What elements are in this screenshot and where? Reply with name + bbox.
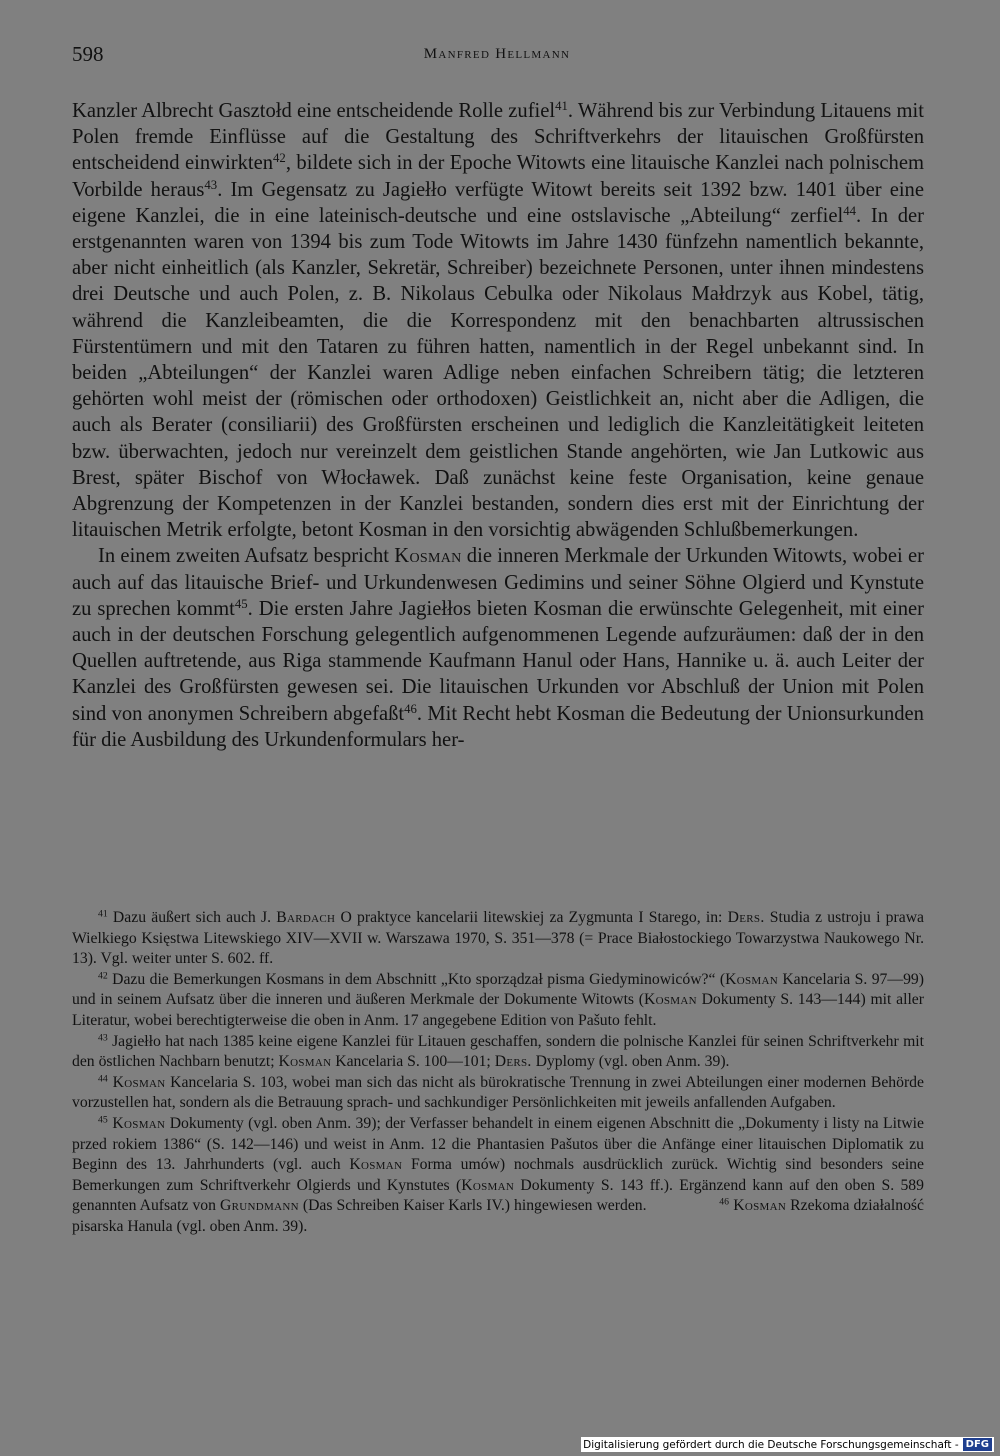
text-run: . Mit Recht hebt Kosman die Bedeutung der Unionsurkunden für die Ausbildung des Urkundenformulars her- <box>72 702 924 751</box>
author-name: Kosman <box>644 991 697 1009</box>
digitization-footer <box>581 1437 994 1452</box>
footnote <box>72 1032 924 1073</box>
footnote-number: 42 <box>98 970 108 982</box>
footnote <box>72 908 924 970</box>
text-run: Jagiełło hat nach 1385 keine eigene Kanzlei für Litauen geschaffen, sondern die polnische Kanzlei für seinen Schriftverkehr mit den östlichen Nachbarn benutzt; <box>72 1032 924 1071</box>
author-name: Kosman <box>107 1114 166 1132</box>
text-run: , bildete sich in der Epoche Witowts eine litauische Kanzlei nach polnischem Vorbilde heraus <box>72 152 925 201</box>
author-name: Ders. <box>494 1053 532 1071</box>
author-name: Kosman <box>725 970 778 988</box>
text-run: Dyplomy (vgl. oben Anm. 39). <box>531 1053 730 1071</box>
text-run: Dazu die Bemerkungen Kosmans in dem Abschnitt „Kto sporządzał pisma Giedyminowiców?“ ( <box>107 970 726 988</box>
text-run: Kancelaria S. 97—99) und in seinem Aufsatz über die inneren und äußeren Merkmale der Dokumente Witowts ( <box>72 970 924 1009</box>
footnote-number: 45 <box>98 1114 108 1126</box>
author-name: Ders. <box>727 909 765 926</box>
digitization-note: Digitalisierung gefördert durch die Deutsche Forschungsgemeinschaft - <box>583 1438 959 1451</box>
author-name: Grundmann <box>220 1197 299 1215</box>
footnote <box>72 1073 924 1114</box>
footnote-number: 44 <box>98 1073 108 1085</box>
author-name: Kosman <box>107 1073 166 1091</box>
footnote-ref: 41 <box>555 98 568 113</box>
footnote-ref: 43 <box>204 177 218 192</box>
dfg-logo-icon: DFG <box>963 1438 992 1451</box>
text-run: Kanzler Albrecht Gasztołd eine entscheidende Rolle zufiel <box>72 100 556 122</box>
author-name: Kosman <box>728 1197 787 1215</box>
main-text <box>72 98 924 753</box>
text-run: Rzekoma działalność pisarska Hanula (vgl. oben Anm. 39). <box>72 1197 925 1235</box>
page-header <box>72 42 922 72</box>
text-run: Dazu äußert sich auch J. <box>107 909 277 926</box>
footnote-ref: 46 <box>404 701 417 716</box>
footnote-ref: 45 <box>234 596 248 611</box>
text-run: . In der erstgenannten waren von 1394 bis zum Tode Witowts im Jahre 1430 fünfzehn namentlich bekannte, aber nicht einheitlich (als Kanzler, Sekretär, Schreiber) bezeichnete Personen, unter ihnen mindestens drei Deutsche und auch Polen, z. B. Nikolaus Cebulka oder Nikolaus Małdrzyk aus Kobel, tätig, während die Kanzleibeamten, die die Korrespondenz mit den benachbarten altrussischen Fürstentümern und mit den Tataren zu führen hatten, namentlich in der Regel unbekannt sind. In beiden „Abteilungen“ der Kanzlei waren Adlige neben einfachen Schreibern tätig; die letzteren gehörten wohl meist der (römischen oder orthodoxen) Geistlichkeit an, nicht aber die Adligen, die auch als Berater (consiliarii) des Großfürsten erscheinen und lediglich die Kanzleitätigkeit leiteten bzw. überwachten, jedoch nur vereinzelt dem geistlichen Stande angehörten, wie Jan Lutkowic aus Brest, später Bischof von Włocławek. Daß zunächst keine feste Organisation, keine genaue Abgrenzung der Kompetenzen in der Kanzlei bestanden, sondern dies erst mit der Einrichtung der litauischen Metrik erfolgte, betont Kosman in den vorsichtig abwägenden Schlußbemerkungen. <box>72 204 924 542</box>
footnotes <box>72 908 924 1238</box>
text-run: . Die ersten Jahre Jagiełłos bieten Kosman die erwünschte Gelegenheit, mit einer auch in der deutschen Forschung gelegentlich aufgenommenen Legende aufzuräumen: daß der in den Quellen auftretende, aus Riga stammende Kaufmann Hanul oder Hans, Hannike u. ä. auch Leiter der Kanzlei des Großfürsten gewesen sei. Die litauischen Urkunden vor Abschluß der Union mit Polen sind von anonymen Schreibern abgefaßt <box>72 597 924 725</box>
text-run: . Im Gegensatz zu Jagiełło verfügte Witowt bereits seit 1392 bzw. 1401 über eine eigene Kanzlei, die in eine lateinisch-deutsche und eine ostslavische „Abteilung“ zerfiel <box>72 178 924 227</box>
text-run: In einem zweiten Aufsatz bespricht <box>98 545 395 568</box>
text-run: (Das Schreiben Kaiser Karls IV.) hingewiesen werden. <box>298 1197 647 1215</box>
text-run: . Während bis zur Verbindung Litauens mit Polen fremde Einflüsse auf die Gestaltung des Schriftverkehrs der litauischen Großfürsten entscheidend einwirkten <box>72 100 924 175</box>
paragraph <box>72 543 924 753</box>
author-name: Kosman <box>278 1053 332 1071</box>
footnote-number: 41 <box>98 908 108 920</box>
text-run: Studia z ustroju i prawa Wielkiego Księstwa Litewskiego XIV—XVII w. Warszawa 1970, S. 351—378 (= Prace Białostockiego Towarzystwa Naukowego Nr. 13). Vgl. weiter unter S. 602. ff. <box>72 909 924 968</box>
footnote <box>72 970 924 1032</box>
footnote-number: 46 <box>719 1196 729 1208</box>
author-name: Kosman <box>461 1176 515 1194</box>
running-head: Manfred Hellmann <box>423 46 571 62</box>
paragraph <box>72 98 924 543</box>
text-run: Dokumenty (vgl. oben Anm. 39); der Verfasser behandelt in einem eigenen Abschnitt die „Dokumenty i listy na Litwie przed rokiem 1386“ (S. 142—146) und weist in Anm. 12 die Phantasien Pašutos über die Anfänge einer litauischen Diplomatik zu Beginn des 13. Jahrhunderts (vgl. auch <box>72 1114 924 1174</box>
author-name: Kosman <box>394 545 462 568</box>
text-run: O praktyce kancelarii litewskiej za Zygmunta I Starego, in: <box>335 909 728 926</box>
text-run: Kancelaria S. 103, wobei man sich das nicht als bürokratische Trennung in zwei Abteilungen einer modernen Behörde vorzustellen hat, sondern als die Betrauung sprach- und sachkundiger Persönlichkeiten mit jeweils anfallenden Aufgaben. <box>72 1073 924 1112</box>
page-number: 598 <box>72 42 104 66</box>
text-run: Dokumenty S. 143—144) mit aller Literatur, wobei berechtigterweise die oben in Anm. 17 angegebene Edition von Pašuto fehlt. <box>72 991 924 1029</box>
text-run: Dokumenty S. 143 ff.). Ergänzend kann auf den oben S. 589 genannten Aufsatz von <box>72 1176 924 1215</box>
footnote-ref: 42 <box>273 151 286 166</box>
footnote <box>72 1114 924 1238</box>
text-run: Kancelaria S. 100—101; <box>331 1053 495 1071</box>
footnote-ref: 44 <box>843 203 856 218</box>
footnote-number: 43 <box>98 1032 108 1044</box>
author-name: Kosman <box>349 1156 403 1174</box>
text-run: Forma umów) nochmals ausdrücklich zurück. Wichtig sind besonders seine Bemerkungen zum Schriftverkehr Olgierds und Kynstutes ( <box>72 1156 924 1194</box>
text-run: die inneren Merkmale der Urkunden Witowts, wobei er auch auf das litauische Brief- und Urkundenwesen Gedimins und seiner Söhne Olgierd und Kynstute zu sprechen kommt <box>72 545 924 620</box>
author-name: Bardach <box>276 909 336 926</box>
